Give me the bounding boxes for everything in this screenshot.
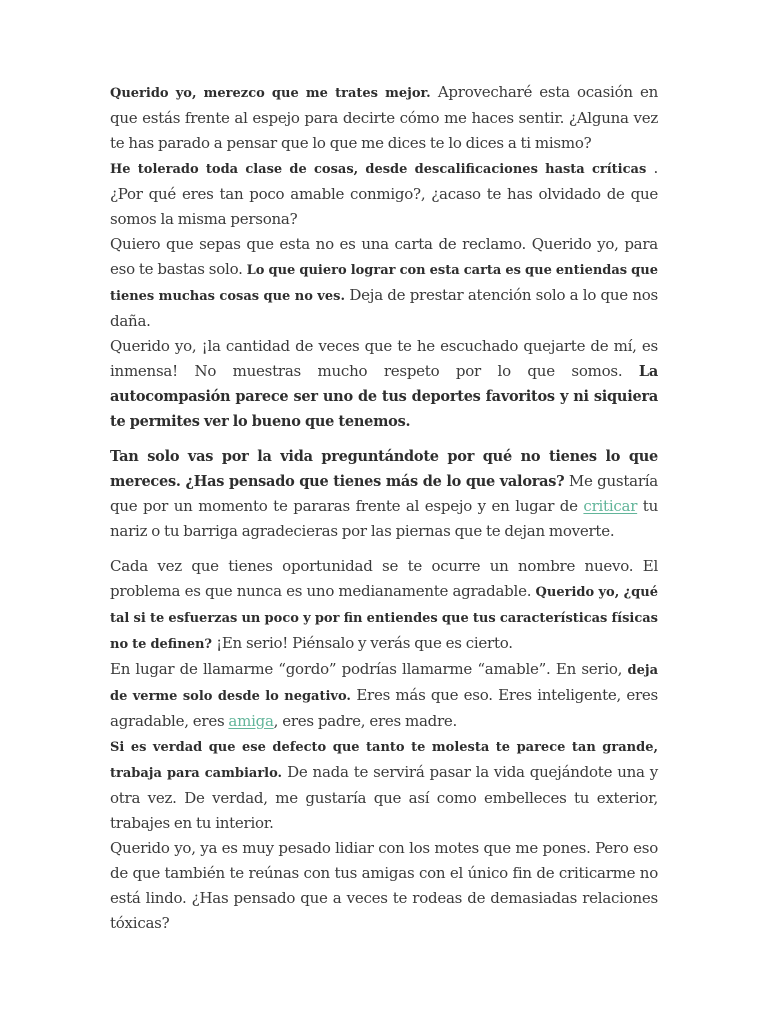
letter-paragraph xyxy=(110,554,658,657)
paragraph-text: Quiero que sepas que esta no es una carta de reclamo. Querido yo, para eso te bastas solo. xyxy=(110,235,658,278)
paragraph-text: Eres más que eso. Eres inteligente, eres agradable, eres xyxy=(110,686,658,730)
paragraph-text: De nada te servirá pasar la vida quejándote una y otra vez. De verdad, me gustaría que así como embelleces tu exterior, trabajes en tu interior. xyxy=(110,763,658,832)
inline-link[interactable]: criticar xyxy=(583,497,638,515)
document-body xyxy=(110,80,658,936)
letter-paragraph xyxy=(110,80,658,156)
paragraph-text: Querido yo, ya es muy pesado lidiar con los motes que me pones. Pero eso de que también te reúnas con tus amigas con el único fin de criticarme no está lindo. ¿Has pensado que a veces te rodeas de demasiadas relaciones tóxicas? xyxy=(110,839,658,932)
paragraph-text: Aprovecharé esta ocasión en que estás frente al espejo para decirte cómo me haces sentir. ¿Alguna vez te has parado a pensar que lo que me dices te lo dices a ti mismo? xyxy=(110,83,658,152)
letter-paragraph xyxy=(110,444,658,544)
paragraph-text: Me gustaría que por un momento te pararas frente al espejo y en lugar de xyxy=(110,472,658,515)
bold-text: La autocompasión parece ser uno de tus deportes favoritos y ni siquiera te permites ver lo bueno que tenemos. xyxy=(110,363,658,430)
paragraph-text: Querido yo, ¡la cantidad de veces que te he escuchado quejarte de mí, es inmensa! No muestras mucho respeto por lo que somos. xyxy=(110,337,658,380)
bold-text: Lo que quiero lograr con esta carta es que entiendas que tienes muchas cosas que no ves. xyxy=(110,263,658,304)
bold-text: Tan solo vas por la vida preguntándote por qué no tienes lo que mereces. ¿Has pensado que tienes más de lo que valoras? xyxy=(110,448,658,490)
bold-text: Querido yo, ¿qué tal si te esfuerzas un poco y por fin entiendes que tus características físicas no te definen? xyxy=(110,585,658,652)
paragraph-text: tu nariz o tu barriga agradecieras por las piernas que te dejan moverte. xyxy=(110,497,658,540)
letter-paragraph xyxy=(110,334,658,434)
bold-text: Querido yo, merezco que me trates mejor. xyxy=(110,86,431,101)
paragraph-text: Cada vez que tienes oportunidad se te ocurre un nombre nuevo. El problema es que nunca es uno medianamente agradable. xyxy=(110,557,658,600)
bold-text: deja de verme solo desde lo negativo. xyxy=(110,663,658,704)
paragraph-text: ¡En serio! Piénsalo y verás que es cierto. xyxy=(212,634,513,652)
letter-paragraph xyxy=(110,836,658,936)
paragraph-text: . ¿Por qué eres tan poco amable conmigo?, ¿acaso te has olvidado de que somos la misma persona? xyxy=(110,159,658,228)
letter-paragraph xyxy=(110,657,658,734)
letter-paragraph xyxy=(110,232,658,334)
bold-text: Si es verdad que ese defecto que tanto te molesta te parece tan grande, trabaja para cambiarlo. xyxy=(110,740,658,781)
paragraph-text: , eres padre, eres madre. xyxy=(273,712,458,730)
bold-text: He tolerado toda clase de cosas, desde descalificaciones hasta críticas xyxy=(110,162,647,177)
paragraph-text: En lugar de llamarme “gordo” podrías llamarme “amable”. En serio, xyxy=(110,660,628,678)
inline-link[interactable]: amiga xyxy=(228,712,274,730)
letter-paragraph xyxy=(110,156,658,232)
paragraph-text: Deja de prestar atención solo a lo que nos daña. xyxy=(110,286,658,330)
letter-paragraph xyxy=(110,734,658,836)
